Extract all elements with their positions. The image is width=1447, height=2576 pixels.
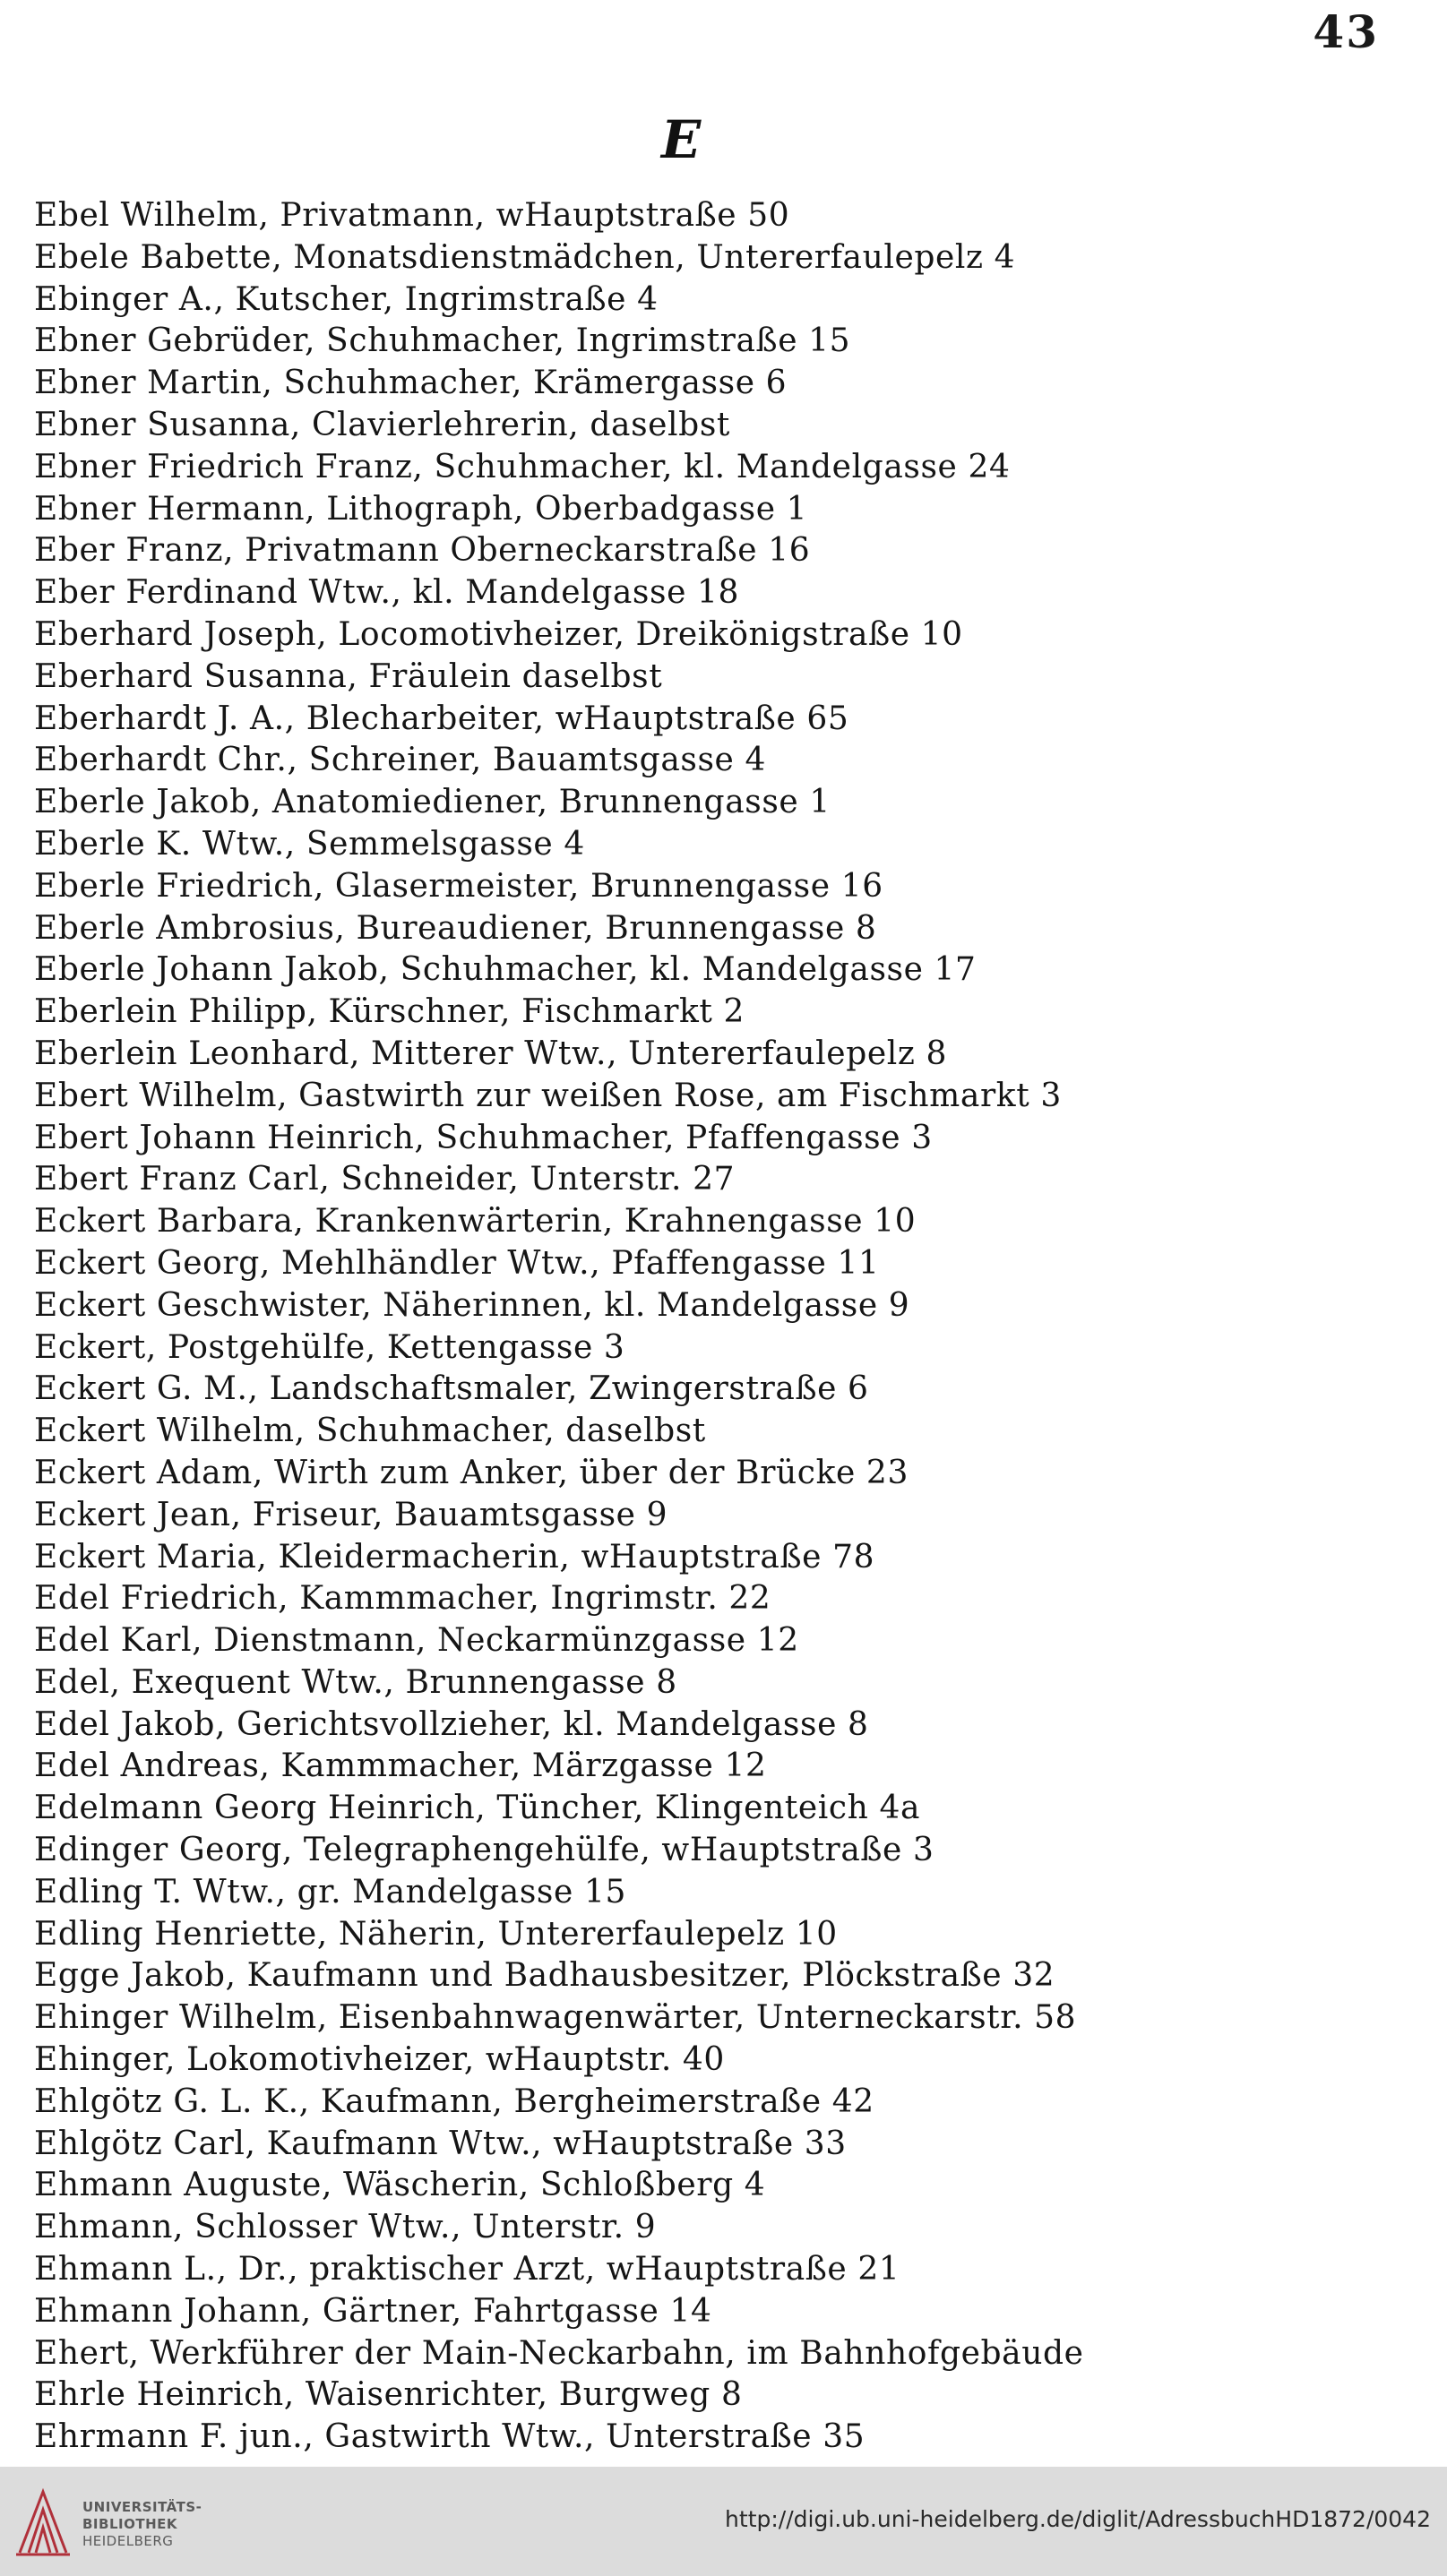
directory-entry: Eckert Geschwister, Näherinnen, kl. Mandelgasse 9	[34, 1286, 910, 1324]
directory-entry: Eckert Jean, Friseur, Bauamtsgasse 9	[34, 1496, 668, 1533]
directory-entry: Eber Franz, Privatmann Oberneckarstraße 16	[34, 532, 811, 570]
directory-entry: Ebert Franz Carl, Schneider, Unterstr. 27	[34, 1161, 736, 1198]
directory-entry: Ebner Hermann, Lithograph, Oberbadgasse 1	[34, 490, 808, 528]
directory-entry: Eckert Maria, Kleidermacherin, wHauptstraße 78	[34, 1538, 875, 1576]
source-url-link[interactable]: http://digi.ub.uni-heidelberg.de/diglit/AdressbuchHD1872/0042	[725, 2506, 1431, 2532]
directory-entry: Ehlgötz Carl, Kaufmann Wtw., wHauptstraße 33	[34, 2125, 847, 2162]
directory-entry: Ebner Martin, Schuhmacher, Krämergasse 6	[34, 365, 788, 402]
directory-entry: Ehinger Wilhelm, Eisenbahnwagenwärter, Unterneckarstr. 58	[34, 1999, 1077, 2037]
library-name-line-2: BIBLIOTHEK	[82, 2516, 177, 2532]
directory-entry: Ehmann, Schlosser Wtw., Unterstr. 9	[34, 2209, 657, 2246]
directory-entry: Ehinger, Lokomotivheizer, wHauptstr. 40	[34, 2041, 725, 2079]
directory-entry: Edinger Georg, Telegraphengehülfe, wHauptstraße 3	[34, 1832, 935, 1869]
directory-entry-list	[34, 195, 1418, 2459]
directory-entry: Ebner Susanna, Clavierlehrerin, daselbst	[34, 406, 730, 443]
directory-entry: Eberle Ambrosius, Bureaudiener, Brunnengasse 8	[34, 909, 877, 947]
directory-entry: Edling T. Wtw., gr. Mandelgasse 15	[34, 1873, 626, 1911]
library-name-line-3: HEIDELBERG	[82, 2533, 174, 2549]
directory-entry: Edel Karl, Dienstmann, Neckarmünzgasse 12	[34, 1622, 799, 1660]
directory-entry: Edel Jakob, Gerichtsvollzieher, kl. Mandelgasse 8	[34, 1705, 869, 1743]
university-seal-icon	[13, 2483, 73, 2560]
directory-entry: Ehrmann F. jun., Gastwirth Wtw., Unterstraße 35	[34, 2418, 866, 2456]
directory-entry: Ebinger A., Kutscher, Ingrimstraße 4	[34, 280, 659, 318]
directory-entry: Ehmann Auguste, Wäscherin, Schloßberg 4	[34, 2167, 766, 2204]
directory-entry: Edling Henriette, Näherin, Untererfaulepelz 10	[34, 1915, 838, 1953]
directory-entry: Eckert, Postgehülfe, Kettengasse 3	[34, 1328, 625, 1366]
directory-entry: Eckert Adam, Wirth zum Anker, über der Brücke 23	[34, 1454, 909, 1491]
directory-entry: Ebert Johann Heinrich, Schuhmacher, Pfaffengasse 3	[34, 1119, 933, 1156]
directory-entry: Ebert Wilhelm, Gastwirth zur weißen Rose, am Fischmarkt 3	[34, 1077, 1062, 1114]
section-letter: E	[661, 109, 702, 170]
directory-entry: Egge Jakob, Kaufmann und Badhausbesitzer, Plöckstraße 32	[34, 1957, 1055, 1995]
directory-entry: Ehert, Werkführer der Main-Neckarbahn, im Bahnhofgebäude	[34, 2334, 1084, 2372]
directory-entry: Eberle K. Wtw., Semmelsgasse 4	[34, 825, 585, 863]
directory-entry: Eberle Friedrich, Glasermeister, Brunnengasse 16	[34, 867, 883, 905]
directory-entry: Edel Andreas, Kammmacher, Märzgasse 12	[34, 1747, 767, 1785]
library-name	[82, 2499, 202, 2550]
directory-entry: Ebel Wilhelm, Privatmann, wHauptstraße 50	[34, 197, 790, 234]
directory-entry: Ehmann Johann, Gärtner, Fahrtgasse 14	[34, 2292, 712, 2330]
directory-entry: Ehmann L., Dr., praktischer Arzt, wHauptstraße 21	[34, 2251, 900, 2288]
directory-entry: Eber Ferdinand Wtw., kl. Mandelgasse 18	[34, 574, 740, 612]
footer-bar	[0, 2467, 1447, 2576]
directory-entry: Edel, Exequent Wtw., Brunnengasse 8	[34, 1663, 677, 1701]
directory-entry: Ebner Gebrüder, Schuhmacher, Ingrimstraße 15	[34, 322, 851, 360]
directory-entry: Eckert G. M., Landschaftsmaler, Zwingerstraße 6	[34, 1370, 869, 1408]
directory-entry: Eberhard Joseph, Locomotivheizer, Dreikönigstraße 10	[34, 615, 963, 653]
directory-entry: Eberlein Leonhard, Mitterer Wtw., Untererfaulepelz 8	[34, 1035, 947, 1072]
directory-entry: Eberhardt Chr., Schreiner, Bauamtsgasse 4	[34, 742, 766, 779]
directory-entry: Ebele Babette, Monatsdienstmädchen, Untererfaulepelz 4	[34, 238, 1016, 276]
directory-entry: Ehlgötz G. L. K., Kaufmann, Bergheimerstraße 42	[34, 2082, 874, 2120]
directory-entry: Eckert Barbara, Krankenwärterin, Krahnengasse 10	[34, 1203, 917, 1241]
directory-entry: Ehrle Heinrich, Waisenrichter, Burgweg 8	[34, 2376, 743, 2414]
directory-entry: Edelmann Georg Heinrich, Tüncher, Klingenteich 4a	[34, 1790, 921, 1827]
page-number: 43	[1313, 5, 1379, 58]
directory-entry: Eberhardt J. A., Blecharbeiter, wHauptstraße 65	[34, 700, 849, 737]
directory-entry: Eberle Jakob, Anatomiediener, Brunnengasse 1	[34, 784, 831, 821]
library-name-line-1: UNIVERSITÄTS-	[82, 2499, 202, 2515]
directory-entry: Eckert Georg, Mehlhändler Wtw., Pfaffengasse 11	[34, 1244, 880, 1282]
directory-entry: Ebner Friedrich Franz, Schuhmacher, kl. Mandelgasse 24	[34, 448, 1011, 485]
directory-entry: Eberle Johann Jakob, Schuhmacher, kl. Mandelgasse 17	[34, 951, 977, 989]
directory-entry: Eberhard Susanna, Fräulein daselbst	[34, 657, 663, 695]
directory-entry: Edel Friedrich, Kammmacher, Ingrimstr. 22	[34, 1580, 771, 1618]
directory-entry: Eckert Wilhelm, Schuhmacher, daselbst	[34, 1413, 706, 1450]
directory-entry: Eberlein Philipp, Kürschner, Fischmarkt 2	[34, 993, 745, 1031]
